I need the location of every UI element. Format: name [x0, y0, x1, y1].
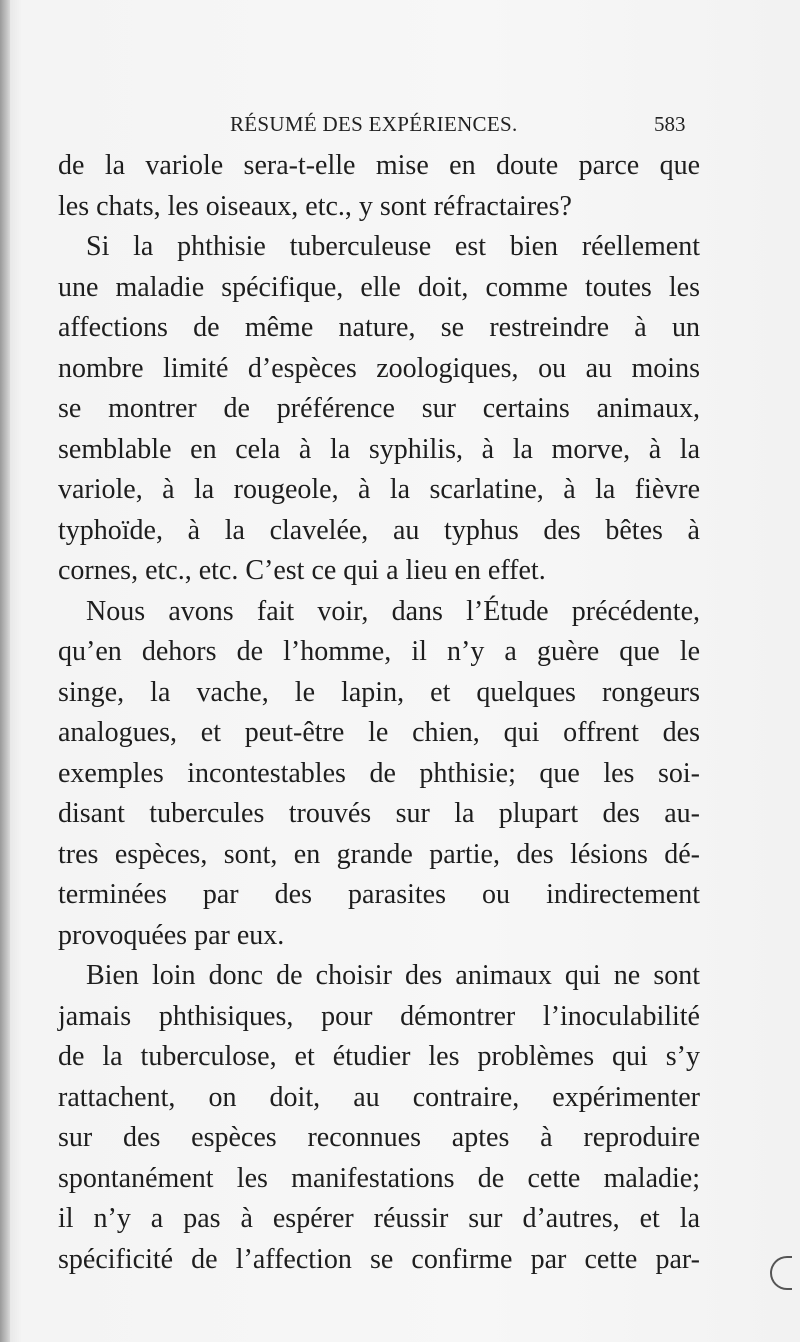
text-line: qu’en dehors de l’homme, il n’y a guère que le	[58, 636, 700, 667]
text-line: tres espèces, sont, en grande partie, des lésions dé-	[58, 838, 700, 870]
text-line: semblable en cela à la syphilis, à la morve, à la	[58, 433, 700, 465]
text-line: singe, la vache, le lapin, et quelques rongeurs	[58, 676, 700, 708]
running-head	[0, 112, 800, 142]
margin-bracket-mark	[770, 1256, 792, 1290]
page-gutter-shadow	[0, 0, 10, 1342]
text-line: terminées par des parasites ou indirectement	[58, 879, 700, 910]
text-line: Bien loin donc de choisir des animaux qui ne sont	[86, 960, 700, 991]
text-line: spontanément les manifestations de cette maladie;	[58, 1162, 700, 1194]
paragraph-specificity	[58, 227, 700, 592]
text-line: exemples incontestables de phthisie; que les soi-	[58, 757, 700, 789]
text-line: une maladie spécifique, elle doit, comme toutes les	[58, 271, 700, 303]
body-text	[58, 146, 700, 1280]
text-line: rattachent, on doit, au contraire, expérimenter	[58, 1081, 700, 1113]
paragraph-previous-study	[58, 592, 700, 957]
text-line: affections de même nature, se restreindre à un	[58, 312, 700, 343]
text-line: jamais phthisiques, pour démontrer l’inoculabilité	[58, 1000, 700, 1032]
text-line: Si la phthisie tuberculeuse est bien réellement	[86, 231, 700, 262]
paragraph-conclusion	[58, 956, 700, 1280]
text-line: se montrer de préférence sur certains animaux,	[58, 393, 700, 424]
text-line: les chats, les oiseaux, etc., y sont réfractaires?	[58, 190, 572, 222]
text-line: nombre limité d’espèces zoologiques, ou au moins	[58, 352, 700, 384]
text-line: Nous avons fait voir, dans l’Étude précédente,	[86, 595, 700, 627]
text-line: spécificité de l’affection se confirme par cette par-	[58, 1243, 700, 1275]
text-line: sur des espèces reconnues aptes à reproduire	[58, 1122, 700, 1153]
text-line: typhoïde, à la clavelée, au typhus des bêtes à	[58, 514, 700, 546]
text-line: de la tuberculose, et étudier les problèmes qui s’y	[58, 1041, 700, 1072]
paragraph-continuation	[58, 146, 700, 227]
text-line: disant tubercules trouvés sur la plupart des au-	[58, 798, 700, 829]
text-line: variole, à la rougeole, à la scarlatine, à la fièvre	[58, 474, 700, 505]
text-line: provoquées par eux.	[58, 919, 285, 951]
text-line: il n’y a pas à espérer réussir sur d’autres, et la	[58, 1203, 700, 1234]
text-line: cornes, etc., etc. C’est ce qui a lieu en effet.	[58, 555, 546, 586]
page-number: 583	[654, 112, 686, 136]
text-line: analogues, et peut-être le chien, qui offrent des	[58, 717, 700, 748]
running-title: RÉSUMÉ DES EXPÉRIENCES.	[230, 112, 518, 136]
text-line: de la variole sera-t-elle mise en doute parce que	[58, 150, 700, 181]
